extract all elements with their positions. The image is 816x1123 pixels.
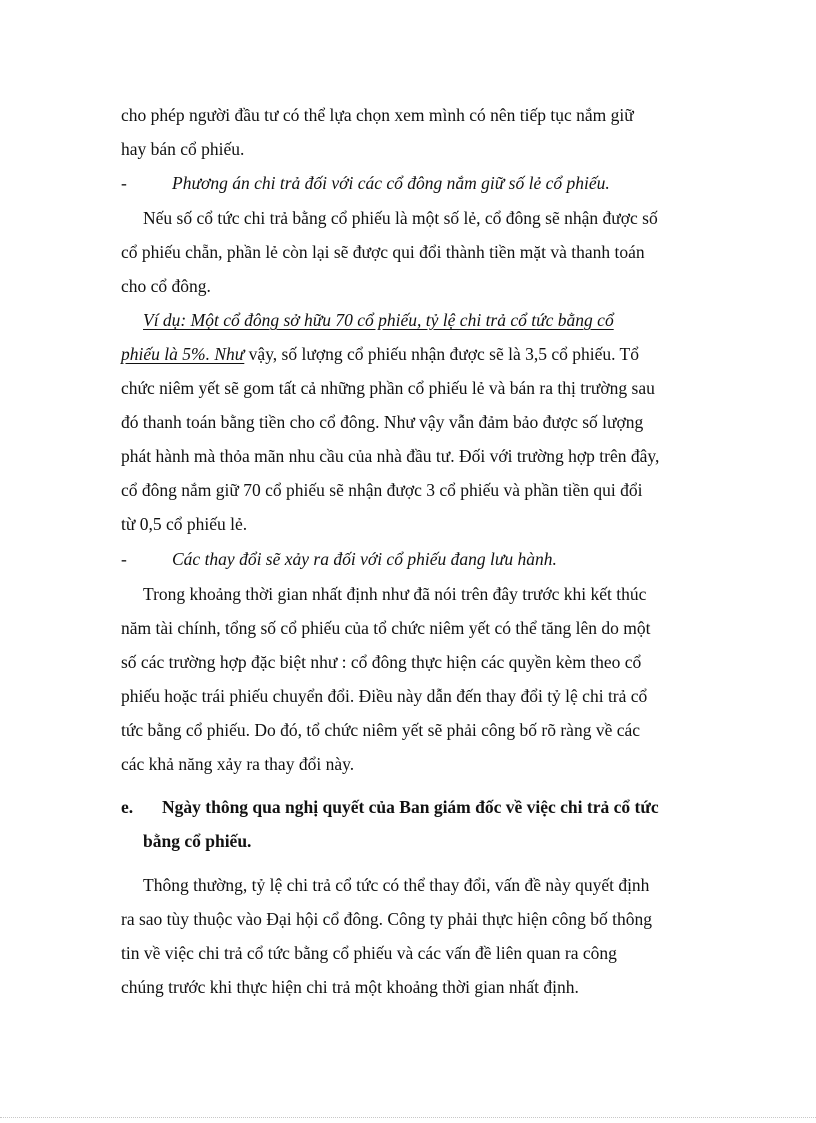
bullet-heading: Phương án chi trả đối với các cổ đông nắm giữ số lẻ cổ phiếu. — [172, 173, 610, 193]
paragraph-line: tin về việc chi trả cổ tức bằng cổ phiếu và các vấn đề liên quan ra công — [121, 943, 617, 963]
paragraph-line: năm tài chính, tổng số cổ phiếu của tổ chức niêm yết có thể tăng lên do một — [121, 618, 651, 638]
paragraph-line: cổ phiếu chẵn, phần lẻ còn lại sẽ được qui đổi thành tiền mặt và thanh toán — [121, 242, 645, 262]
paragraph-line: Trong khoảng thời gian nhất định như đã nói trên đây trước khi kết thúc — [143, 584, 647, 604]
paragraph-line: chức niêm yết sẽ gom tất cả những phần cổ phiếu lẻ và bán ra thị trường sau — [121, 378, 655, 398]
bullet-dash: - — [121, 173, 127, 193]
bullet-dash: - — [121, 549, 127, 569]
paragraph-line: phát hành mà thỏa mãn nhu cầu của nhà đầu tư. Đối với trường hợp trên đây, — [121, 446, 660, 466]
paragraph-line: chúng trước khi thực hiện chi trả một khoảng thời gian nhất định. — [121, 977, 579, 997]
paragraph-line: Nếu số cổ tức chi trả bằng cổ phiếu là một số lẻ, cổ đông sẽ nhận được số — [143, 208, 658, 228]
paragraph-line: đó thanh toán bằng tiền cho cổ đông. Như vậy vẫn đảm bảo được số lượng — [121, 412, 644, 432]
paragraph-line: cho phép người đầu tư có thể lựa chọn xem mình có nên tiếp tục nắm giữ — [121, 105, 634, 125]
paragraph-line: từ 0,5 cổ phiếu lẻ. — [121, 514, 248, 534]
paragraph-line: hay bán cổ phiếu. — [121, 139, 245, 159]
paragraph-line: Thông thường, tỷ lệ chi trả cổ tức có thể thay đổi, vấn đề này quyết định — [143, 875, 650, 895]
paragraph-line: số các trường hợp đặc biệt như : cổ đông thực hiện các quyền kèm theo cổ — [121, 652, 642, 672]
paragraph-line — [121, 343, 639, 365]
paragraph-line: phiếu hoặc trái phiếu chuyển đổi. Điều này dẫn đến thay đổi tỷ lệ chi trả cổ — [121, 686, 648, 706]
paragraph-line: tức bằng cổ phiếu. Do đó, tổ chức niêm yết sẽ phải công bố rõ ràng về các — [121, 720, 641, 740]
bullet-heading: Các thay đổi sẽ xảy ra đối với cổ phiếu đang lưu hành. — [172, 549, 557, 569]
paragraph-fragment: vậy, số lượng cổ phiếu nhận được sẽ là 3,5 cổ phiếu. Tổ — [244, 344, 639, 364]
paragraph-line: cổ đông nắm giữ 70 cổ phiếu sẽ nhận được 3 cổ phiếu và phần tiền qui đổi — [121, 480, 643, 500]
paragraph-line: ra sao tùy thuộc vào Đại hội cổ đông. Công ty phải thực hiện công bố thông — [121, 909, 652, 929]
paragraph-line: cho cổ đông. — [121, 276, 211, 296]
section-heading: bằng cổ phiếu. — [143, 831, 252, 851]
section-heading: Ngày thông qua nghị quyết của Ban giám đốc về việc chi trả cổ tức — [162, 797, 659, 817]
page-bottom-rule — [0, 1117, 816, 1118]
paragraph-line: các khả năng xảy ra thay đổi này. — [121, 754, 355, 774]
example-fragment: phiếu là 5%. Như — [121, 344, 245, 364]
section-label: e. — [121, 797, 134, 817]
example-line: Ví dụ: Một cổ đông sở hữu 70 cổ phiếu, tỷ lệ chi trả cổ tức bằng cổ — [143, 310, 614, 330]
